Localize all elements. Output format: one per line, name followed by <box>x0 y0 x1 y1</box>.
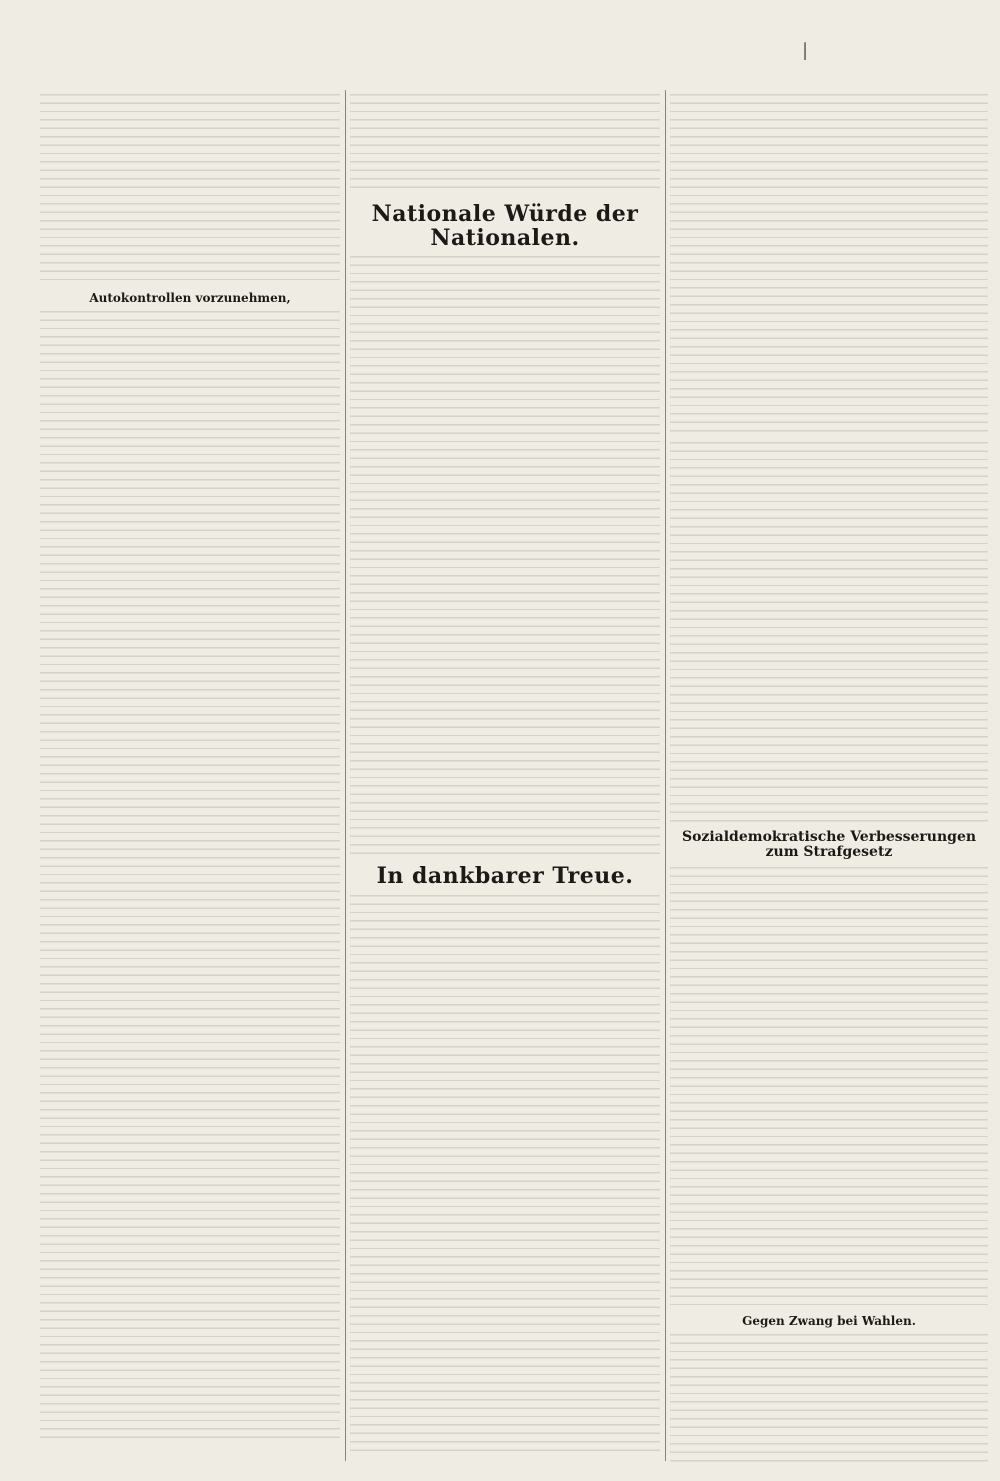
column-2-text-block <box>350 895 660 1455</box>
column-2-text-block <box>350 94 660 194</box>
column-2-headline-2: In dankbarer Treue. <box>376 863 634 890</box>
column-3-text-block <box>670 867 988 1307</box>
column-3-text-block <box>670 94 988 434</box>
column-rule <box>345 90 346 1461</box>
column-3-text-block <box>670 1334 988 1464</box>
column-3-headline-2: Sozialdemokratische Verbesserungen zum Strafgesetz <box>681 829 977 861</box>
column-3 <box>670 90 988 1461</box>
column-1-subhead: Autokontrollen vorzunehmen, <box>89 291 291 305</box>
column-2-text-block <box>350 256 660 856</box>
column-1-text-block <box>40 94 340 284</box>
column-1 <box>40 90 340 1461</box>
column-3-subhead: Gegen Zwang bei Wahlen. <box>742 1313 916 1328</box>
column-1-text-block <box>40 311 340 1441</box>
page-mark: | <box>802 40 809 61</box>
column-2 <box>350 90 660 1461</box>
column-3-text-block <box>670 442 988 822</box>
column-rule <box>665 90 666 1461</box>
column-2-headline-1: Nationale Würde der Nationalen. <box>371 201 639 252</box>
